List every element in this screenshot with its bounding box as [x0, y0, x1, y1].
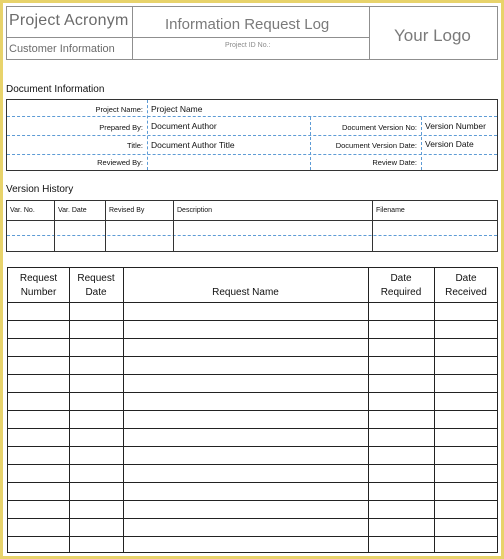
- doc-row-divider-1: [7, 116, 497, 117]
- doc-col-divider-3: [421, 117, 422, 170]
- label-project-name: Project Name:: [95, 105, 143, 114]
- col-date-received: [434, 272, 498, 300]
- table-row-divider: [8, 536, 497, 537]
- col-request-number-line-1: Request: [19, 273, 58, 284]
- table-row-divider: [8, 518, 497, 519]
- vh-col-description: Description: [177, 207, 213, 214]
- vh-col-filename: Filename: [376, 207, 405, 214]
- header-center-box: [132, 6, 370, 60]
- doc-row-divider-2: [7, 135, 497, 136]
- table-row-divider: [8, 500, 497, 501]
- vh-col-divider-4: [372, 201, 373, 251]
- header-center-divider: [132, 37, 370, 38]
- log-title: Information Request Log: [165, 16, 330, 33]
- table-row-divider: [8, 320, 497, 321]
- col-date-received-line-1: Date: [455, 273, 477, 284]
- logo-placeholder: Your Logo: [394, 26, 471, 45]
- col-request-date-line-1: Request: [77, 273, 115, 284]
- col-request-name: [123, 272, 368, 300]
- col-request-number: [8, 272, 69, 300]
- doc-row-divider-3: [7, 154, 497, 155]
- col-date-required: [368, 272, 434, 300]
- customer-information: Customer Information: [9, 43, 115, 55]
- col-request-date-line-2: Date: [85, 287, 107, 298]
- document-information-heading: Document Information: [6, 84, 105, 95]
- col-request-name-line-1: [123, 272, 368, 286]
- col-date-required-line-1: Date: [390, 273, 412, 284]
- table-row-divider: [8, 410, 497, 411]
- label-document-version-no: Document Version No:: [341, 123, 417, 132]
- table-row-divider: [8, 374, 497, 375]
- version-history-heading: Version History: [6, 184, 74, 195]
- vh-row-divider: [7, 235, 497, 236]
- col-request-date: [69, 272, 123, 300]
- request-log-table: [7, 267, 498, 553]
- value-version-date[interactable]: Version Date: [425, 139, 474, 149]
- vh-col-var-date: Var. Date: [58, 207, 87, 214]
- value-prepared-by[interactable]: Document Author: [151, 121, 217, 131]
- header-left-divider: [6, 37, 133, 38]
- vh-col-divider-1: [54, 201, 55, 251]
- table-row-divider: [8, 302, 497, 303]
- table-row-divider: [8, 464, 497, 465]
- label-review-date: Review Date:: [372, 158, 417, 167]
- value-project-name[interactable]: Project Name: [151, 104, 203, 114]
- col-date-required-line-2: Required: [380, 287, 422, 298]
- vh-col-divider-3: [173, 201, 174, 251]
- vh-col-var-no: Var. No.: [10, 207, 35, 214]
- vh-header-divider: [7, 220, 497, 221]
- doc-col-divider-2: [310, 117, 311, 170]
- label-prepared-by: Prepared By:: [99, 123, 143, 132]
- table-row-divider: [8, 446, 497, 447]
- value-version-number[interactable]: Version Number: [425, 121, 486, 131]
- project-id-label: Project ID No.:: [225, 42, 271, 49]
- table-row-divider: [8, 482, 497, 483]
- label-reviewed-by: Reviewed By:: [97, 158, 143, 167]
- project-acronym: Project Acronym: [9, 12, 129, 29]
- col-date-received-line-2: Received: [445, 287, 487, 298]
- table-row-divider: [8, 428, 497, 429]
- table-row-divider: [8, 338, 497, 339]
- col-request-number-line-2: Number: [20, 287, 57, 298]
- vh-col-divider-2: [105, 201, 106, 251]
- label-document-version-date: Document Version Date:: [335, 141, 417, 150]
- table-row-divider: [8, 356, 497, 357]
- vh-col-revised-by: Revised By: [109, 207, 145, 214]
- table-row-divider: [8, 392, 497, 393]
- value-title[interactable]: Document Author Title: [151, 140, 235, 150]
- doc-col-divider-1: [147, 100, 148, 170]
- label-title: Title:: [127, 141, 143, 150]
- col-request-name-line-2: Request Name: [212, 287, 279, 298]
